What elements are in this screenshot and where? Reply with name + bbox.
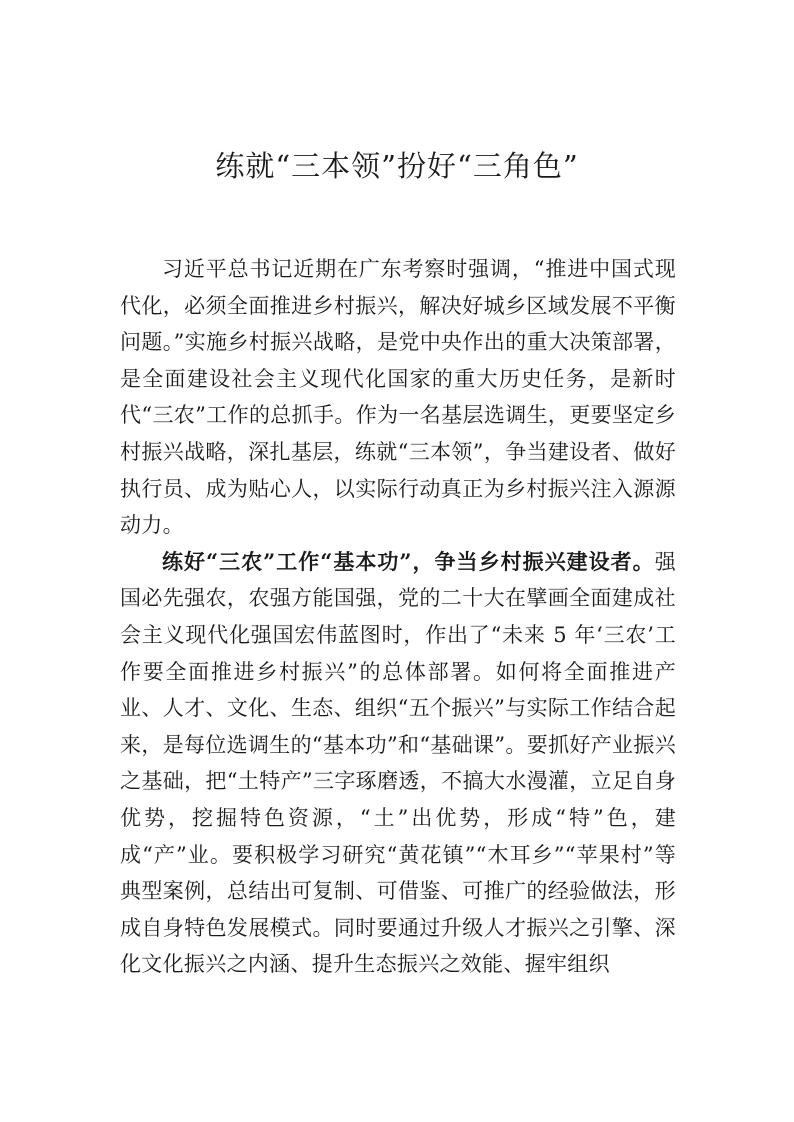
paragraph-intro — [120, 251, 676, 544]
paragraph-lead: 练好“三农”工作“基本功”，争当乡村振兴建设者。 — [162, 548, 655, 574]
document-body — [120, 251, 676, 983]
paragraph-text: 习近平总书记近期在广东考察时强调，“推进中国式现代化，必须全面推进乡村振兴，解决好城乡区域发展不平衡问题。”实施乡村振兴战略，是党中央作出的重大决策部署，是全面建设社会主义现代化国家的重大历史任务，是新时代“三农”工作的总抓手。作为一名基层选调生，更要坚定乡村振兴战略，深扎基层，练就“三本领”，争当建设者、做好执行员、成为贴心人，以实际行动真正为乡村振兴注入源源动力。 — [120, 257, 676, 538]
document-title: 练就“三本领”扮好“三角色” — [215, 149, 579, 183]
paragraph-builder — [120, 544, 676, 983]
paragraph-text: 强国必先强农，农强方能国强，党的二十大在擘画全面建成社会主义现代化强国宏伟蓝图时，作出了“未来 5 年‘三农’工作要全面推进乡村振兴”的总体部署。如何将全面推进产业、人才、文化、生态、组织“五个振兴”与实际工作结合起来，是每位选调生的“基本功”和“基础课”。要抓好产业振兴之基础，把“土特产”三字琢磨透，不搞大水漫灌，立足自身优势，挖掘特色资源，“土”出优势，形成“特”色，建成“产”业。要积极学习研究“黄花镇”“木耳乡”“苹果村”等典型案例，总结出可复制、可借鉴、可推广的经验做法，形成自身特色发展模式。同时要通过升级人才振兴之引擎、深化文化振兴之内涵、提升生态振兴之效能、握牢组织 — [120, 549, 676, 977]
